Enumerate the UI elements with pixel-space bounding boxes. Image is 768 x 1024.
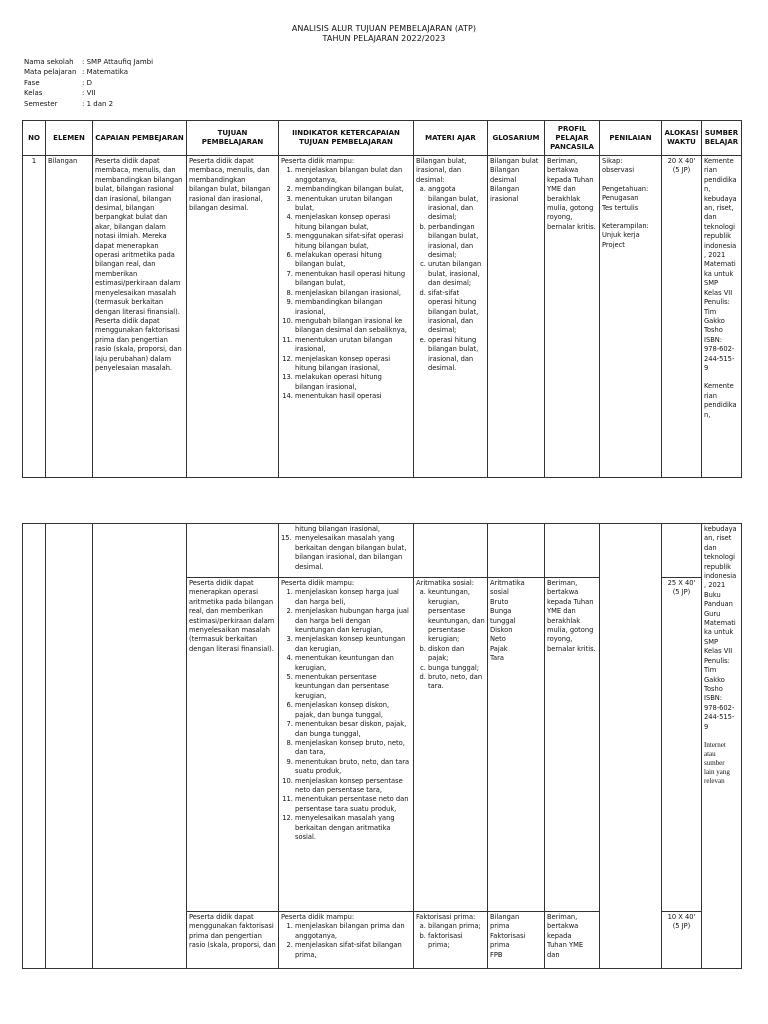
cell-profil — [545, 524, 600, 578]
info-row-phase: Fase : D — [24, 78, 92, 87]
indikator-list: 1. menjelaskan konsep harga jual dan harga beli, 2. menjelaskan hubungan harga jual dan harga beli dengan keuntungan dan kerugian, 3. menjelaskan konsep keuntungan dan kerugian, 4. menentukan keuntungan dan kerugian, 5. menentukan persentase keuntungan dan persentase kerugian, 6. menjelaskan konsep diskon, pajak, dan bunga tunggal, 7. menentukan besar diskon, pajak, dan bunga tunggal, 8. menjelaskan konsep bruto, neto, dan tara, 9. menentukan bruto, neto, dan tara suatu produk, 10. menjelaskan konsep persentase neto dan persentase tara, 11. menentukan persentase neto dan persentase tara suatu produk, 12. menyelesaikan masalah yang berkaitan dengan aritmatika sosial. — [281, 588, 411, 842]
cell-elemen: Bilangan — [46, 156, 93, 478]
document-subtitle: TAHUN PELAJARAN 2022/2023 — [322, 34, 446, 43]
cell-profil: Beriman, bertakwa kepada Tuhan YME dan berakhlak mulia, gotong royong, bernalar kritis. — [545, 578, 600, 912]
cell-indikator: Peserta didik mampu: 1. menjelaskan konsep harga jual dan harga beli, 2. menjelaskan hubungan harga jual dan harga beli dengan keuntungan dan kerugian, 3. menjelaskan konsep keuntungan dan kerugian, 4. menentukan keuntungan dan kerugian, 5. menentukan persentase keuntungan dan persentase kerugian, 6. menjelaskan konsep diskon, pajak, dan bunga tunggal, 7. menentukan besar diskon, pajak, dan bunga tunggal, 8. menjelaskan konsep bruto, neto, dan tara, 9. menentukan bruto, neto, dan tara suatu produk, 10. menjelaskan konsep persentase neto dan persentase tara, 11. menentukan persentase neto dan persentase tara suatu produk, 12. menyelesaikan masalah yang berkaitan dengan aritmatika sosial. — [279, 578, 414, 912]
header-no: NO — [23, 121, 46, 156]
cell-capaian — [93, 524, 187, 969]
info-row-school: Nama sekolah : SMP Attaufiq Jambi — [24, 58, 154, 66]
cell-no — [23, 524, 46, 969]
indikator-list: 1. menjelaskan bilangan prima dan anggotanya, 2. menjelaskan sifat-sifat bilangan prima, — [281, 922, 411, 960]
header-alokasi: ALOKASI WAKTU — [662, 121, 702, 156]
cell-indikator: Peserta didik mampu: 1. menjelaskan bilangan bulat dan anggotanya, 2. membandingkan bilangan bulat, 3. menentukan urutan bilangan bulat, 4. menjelaskan konsep operasi hitung bilangan bulat, 5. menggunakan sifat-sifat operasi hitung bilangan bulat, 6. melakukan operasi hitung bilangan bulat, 7. menentukan hasil operasi hitung bilangan bulat, 8. menjelaskan bilangan irasional, 9. membandingkan bilangan irasional, 10. mengubah bilangan irasional ke bilangan desimal dan sebaliknya, 11. menentukan urutan bilangan irasional, 12. menjelaskan konsep operasi hitung bilangan irasional, 13. melakukan operasi hitung bilangan irasional, 14. menentukan hasil operasi — [279, 156, 414, 478]
indikator-list: 1. menjelaskan bilangan bulat dan anggotanya, 2. membandingkan bilangan bulat, 3. menentukan urutan bilangan bulat, 4. menjelaskan konsep operasi hitung bilangan bulat, 5. menggunakan sifat-sifat operasi hitung bilangan bulat, 6. melakukan operasi hitung bilangan bulat, 7. menentukan hasil operasi hitung bilangan bulat, 8. menjelaskan bilangan irasional, 9. membandingkan bilangan irasional, 10. mengubah bilangan irasional ke bilangan desimal dan sebaliknya, 11. menentukan urutan bilangan irasional, 12. menjelaskan konsep operasi hitung bilangan irasional, 13. melakukan operasi hitung bilangan irasional, 14. menentukan hasil operasi — [281, 166, 411, 401]
materi-list: a. anggota bilangan bulat, irasional, dan desimal; b. perbandingan bilangan bulat, irasional, dan desimal; c. urutan bilangan bulat, irasional, dan desimal; d. sifat-sifat operasi hitung bilangan bulat, irasional, dan desimal; e. operasi hitung bilangan bulat, irasional, dan desimal. — [416, 185, 485, 373]
materi-list: a. keuntungan, kerugian, persentase keuntungan, dan persentase kerugian; b. diskon dan pajak; c. bunga tunggal; d. bruto, neto, dan tara. — [416, 588, 485, 691]
header-glosarium: GLOSARIUM — [488, 121, 545, 156]
materi-list: a. bilangan prima; b. faktorisasi prima; — [416, 922, 485, 950]
table-header-row — [23, 121, 742, 156]
header-indikator: IINDIKATOR KETERCAPAIAN TUJUAN PEMBELAJARAN — [279, 121, 414, 156]
cell-alokasi: 20 X 40' (5 JP) — [662, 156, 702, 478]
header-elemen: ELEMEN — [46, 121, 93, 156]
cell-alokasi — [662, 524, 702, 578]
cell-sumber: kebudaya an, riset dan teknologi republik indonesia , 2021 Buku Panduan Guru Matemati ka untuk SMP Kelas VII Penulis: Tim Gakko Tosho ISBN: 978-602- 244-515- 9 Internet atau sumber lain yang relevan — [702, 524, 742, 969]
cell-profil: Beriman, bertakwa kepada Tuhan YME dan berakhlak mulia, gotong royong, bernalar kritis. — [545, 156, 600, 478]
cell-penilaian — [600, 524, 662, 969]
cell-sumber: Kemente rian pendidika n, kebudaya an, riset, dan teknologi republik indonesia , 2021 Matemati ka untuk SMP Kelas VII Penulis: Tim Gakko Tosho ISBN: 978-602- 244-515- 9 Kemente rian pendidika n, — [702, 156, 742, 478]
cell-alokasi: 25 X 40' (5 JP) — [662, 578, 702, 912]
table-row — [23, 524, 742, 578]
cell-glosarium: Bilangan bulat Bilangan desimal Bilangan irasional — [488, 156, 545, 478]
cell-no: 1 — [23, 156, 46, 478]
cell-tujuan — [187, 524, 279, 578]
sumber-internet: Internet atau sumber lain yang relevan — [704, 740, 730, 785]
cell-materi: Faktorisasi prima: a. bilangan prima; b. faktorisasi prima; — [414, 912, 488, 969]
cell-indikator: Peserta didik mampu: 1. menjelaskan bilangan prima dan anggotanya, 2. menjelaskan sifat-sifat bilangan prima, — [279, 912, 414, 969]
cell-elemen — [46, 524, 93, 969]
info-row-class: Kelas : VII — [24, 89, 96, 98]
header-sumber: SUMBER BELAJAR — [702, 121, 742, 156]
atp-table-page1 — [22, 120, 742, 478]
cell-capaian: Peserta didik dapat membaca, menulis, dan membandingkan bilangan bulat, bilangan rasional dan irasional, bilangan desimal, bilangan berpangkat bulat dan akar, bilangan dalam notasi ilmiah. Mereka dapat menerapkan operasi aritmetika pada bilangan real, dan memberikan estimasi/perkiraan dalam menyelesaikan masalah (termasuk berkaitan dengan literasi finansial). Peserta didik dapat menggunakan faktorisasi prima dan pengertian rasio (skala, proporsi, dan laju perubahan) dalam penyelesaian masalah. — [93, 156, 187, 478]
cell-materi: Aritmatika sosial: a. keuntungan, kerugian, persentase keuntungan, dan persentase kerugian; b. diskon dan pajak; c. bunga tunggal; d. bruto, neto, dan tara. — [414, 578, 488, 912]
cell-tujuan: Peserta didik dapat membaca, menulis, dan membandingkan bilangan bulat, bilangan rasional dan irasional, bilangan desimal. — [187, 156, 279, 478]
header-capaian: CAPAIAN PEMBEJARAN — [93, 121, 187, 156]
document-title: ANALISIS ALUR TUJUAN PEMBELAJARAN (ATP) — [291, 24, 477, 33]
cell-tujuan: Peserta didik dapat menerapkan operasi aritmetika pada bilangan real, dan memberikan estimasi/perkiraan dalam menyelesaikan masalah (termasuk berkaitan dengan literasi finansial). — [187, 578, 279, 912]
info-row-semester: Semester : 1 dan 2 — [24, 99, 114, 108]
cell-glosarium: Bilangan prima Faktorisasi prima FPB — [488, 912, 545, 969]
header-tujuan: TUJUAN PEMBELAJARAN — [187, 121, 279, 156]
cell-glosarium: Aritmatika sosial Bruto Bunga tunggal Diskon Neto Pajak Tara — [488, 578, 545, 912]
table-row — [23, 156, 742, 478]
info-row-subject: Mata pelajaran : Matematika — [24, 68, 128, 77]
cell-tujuan: Peserta didik dapat menggunakan faktorisasi prima dan pengertian rasio (skala, proporsi, dan — [187, 912, 279, 969]
header-profil: PROFIL PELAJAR PANCASILA — [545, 121, 600, 156]
cell-indikator: hitung bilangan irasional, 15. menyelesaikan masalah yang berkaitan dengan bilangan bulat, bilangan irasional, dan bilangan desimal. — [279, 524, 414, 578]
cell-materi: Bilangan bulat, irasional, dan desimal: a. anggota bilangan bulat, irasional, dan desimal; b. perbandingan bilangan bulat, irasional, dan desimal; c. urutan bilangan bulat, irasional, dan desimal; d. sifat-sifat operasi hitung bilangan bulat, irasional, dan desimal; e. operasi hitung bilangan bulat, irasional, dan desimal. — [414, 156, 488, 478]
cell-materi — [414, 524, 488, 578]
header-materi: MATERI AJAR — [414, 121, 488, 156]
cell-profil: Beriman, bertakwa kepada Tuhan YME dan — [545, 912, 600, 969]
atp-table-page2 — [22, 523, 742, 969]
header-penilaian: PENILAIAN — [600, 121, 662, 156]
school-info — [24, 57, 153, 109]
cell-glosarium — [488, 524, 545, 578]
cell-alokasi: 10 X 40' (5 JP) — [662, 912, 702, 969]
cell-penilaian: Sikap: observasi Pengetahuan: Penugasan Tes tertulis Keterampilan: Unjuk kerja Project — [600, 156, 662, 478]
